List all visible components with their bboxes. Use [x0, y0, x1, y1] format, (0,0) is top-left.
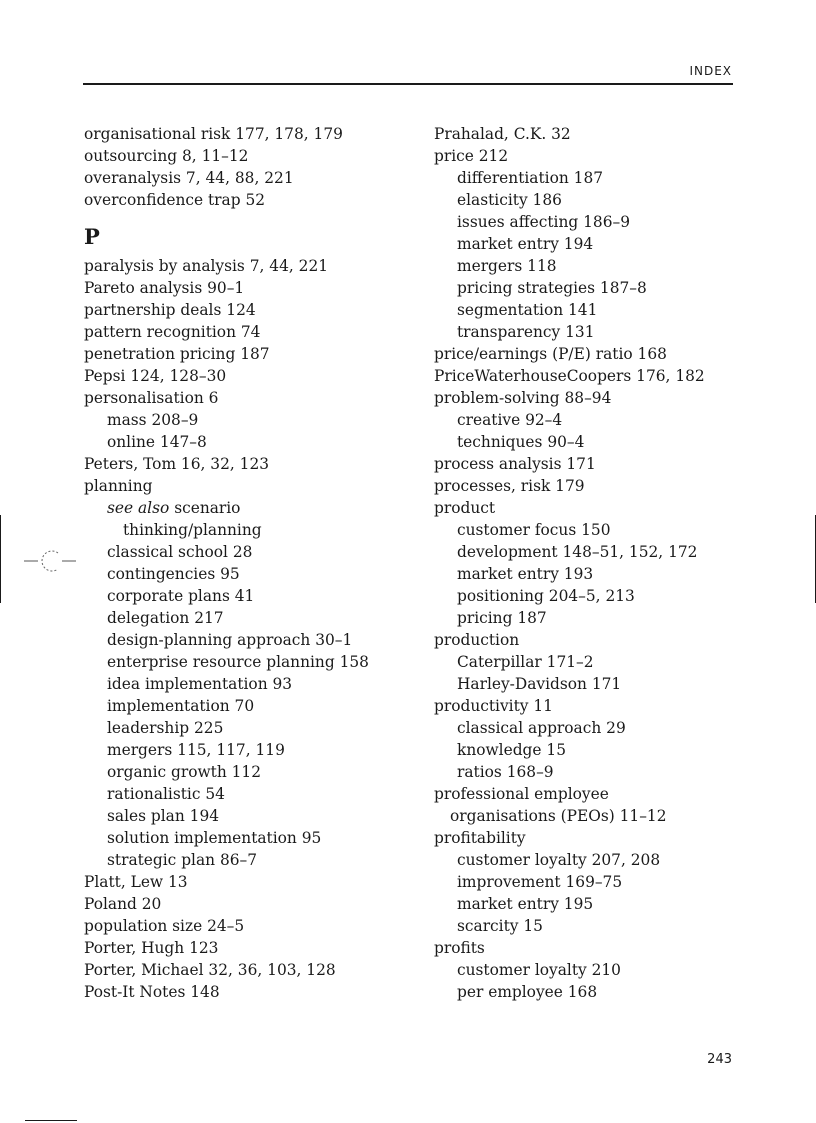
index-entry: population size 24–5 [84, 917, 245, 935]
index-entry: organisational risk 177, 178, 179 [84, 125, 343, 143]
index-column-right [434, 123, 754, 1003]
index-subentry: pricing strategies 187–8 [457, 279, 647, 297]
index-subentry: idea implementation 93 [107, 675, 293, 693]
index-entry: personalisation 6 [84, 389, 219, 407]
index-entry: price/earnings (P/E) ratio 168 [434, 345, 667, 363]
index-entry: profits [434, 939, 485, 957]
index-entry: Poland 20 [84, 895, 162, 913]
index-entry: overanalysis 7, 44, 88, 221 [84, 169, 294, 187]
index-subentry: online 147–8 [107, 433, 207, 451]
index-entry: penetration pricing 187 [84, 345, 270, 363]
index-subentry: classical approach 29 [457, 719, 626, 737]
index-entry: professional employee [434, 785, 609, 803]
index-subentry: market entry 195 [457, 895, 594, 913]
index-subentry: ratios 168–9 [457, 763, 554, 781]
index-entry: Post-It Notes 148 [84, 983, 220, 1001]
index-subentry: knowledge 15 [457, 741, 566, 759]
index-entry: Pepsi 124, 128–30 [84, 367, 227, 385]
page-number: 243 [707, 1052, 732, 1067]
index-entry: profitability [434, 829, 526, 847]
index-subentry: segmentation 141 [457, 301, 598, 319]
index-entry: pattern recognition 74 [84, 323, 261, 341]
crop-mark-left [0, 515, 1, 603]
index-subentry: positioning 204–5, 213 [457, 587, 635, 605]
index-subentry: organic growth 112 [107, 763, 262, 781]
index-entry: outsourcing 8, 11–12 [84, 147, 249, 165]
index-entry: Porter, Hugh 123 [84, 939, 219, 957]
registration-mark-icon [24, 548, 76, 574]
index-entry: Prahalad, C.K. 32 [434, 125, 571, 143]
index-subentry: market entry 194 [457, 235, 594, 253]
index-subentry: delegation 217 [107, 609, 224, 627]
section-gap [84, 211, 414, 219]
index-subentry: rationalistic 54 [107, 785, 225, 803]
index-entry: planning [84, 477, 153, 495]
index-subentry: leadership 225 [107, 719, 224, 737]
index-entry: overconfidence trap 52 [84, 191, 266, 209]
index-entry: paralysis by analysis 7, 44, 221 [84, 257, 329, 275]
index-subentry: techniques 90–4 [457, 433, 585, 451]
index-entry: problem-solving 88–94 [434, 389, 612, 407]
index-entry: production [434, 631, 520, 649]
see-also-reference [84, 497, 414, 519]
index-column-left [84, 123, 414, 1003]
index-entry: productivity 11 [434, 697, 553, 715]
index-subentry: differentiation 187 [457, 169, 604, 187]
index-entry: Pareto analysis 90–1 [84, 279, 245, 297]
index-entry-continuation: organisations (PEOs) 11–12 [450, 807, 667, 825]
index-entry: Peters, Tom 16, 32, 123 [84, 455, 270, 473]
index-subentry: corporate plans 41 [107, 587, 255, 605]
index-subentry: mergers 118 [457, 257, 557, 275]
index-subentry: strategic plan 86–7 [107, 851, 258, 869]
see-also-label: see also [107, 499, 170, 517]
index-subentry: enterprise resource planning 158 [107, 653, 369, 671]
index-subentry: customer loyalty 207, 208 [457, 851, 661, 869]
index-subentry: per employee 168 [457, 983, 598, 1001]
index-entry: Platt, Lew 13 [84, 873, 188, 891]
index-subentry: creative 92–4 [457, 411, 563, 429]
index-subentry: classical school 28 [107, 543, 253, 561]
index-subentry: transparency 131 [457, 323, 595, 341]
header-rule [83, 83, 733, 85]
index-subentry: improvement 169–75 [457, 873, 623, 891]
index-subentry: customer focus 150 [457, 521, 611, 539]
see-also-continuation: thinking/planning [123, 521, 262, 539]
index-subentry: contingencies 95 [107, 565, 240, 583]
index-entry: process analysis 171 [434, 455, 596, 473]
index-subentry: mass 208–9 [107, 411, 199, 429]
index-entry: partnership deals 124 [84, 301, 256, 319]
index-entry: PriceWaterhouseCoopers 176, 182 [434, 367, 705, 385]
index-subentry: mergers 115, 117, 119 [107, 741, 285, 759]
index-entry: product [434, 499, 496, 517]
index-entry: Porter, Michael 32, 36, 103, 128 [84, 961, 336, 979]
index-subentry: customer loyalty 210 [457, 961, 621, 979]
index-subentry: scarcity 15 [457, 917, 543, 935]
index-entry: processes, risk 179 [434, 477, 585, 495]
index-subentry: implementation 70 [107, 697, 255, 715]
crop-mark-bottom [25, 1120, 77, 1121]
index-subentry: elasticity 186 [457, 191, 562, 209]
index-subentry: Caterpillar 171–2 [457, 653, 594, 671]
see-also-target: scenario [174, 499, 241, 517]
index-entry: price 212 [434, 147, 509, 165]
index-subentry: issues affecting 186–9 [457, 213, 630, 231]
index-subentry: pricing 187 [457, 609, 547, 627]
index-subentry: sales plan 194 [107, 807, 220, 825]
index-subentry: design-planning approach 30–1 [107, 631, 353, 649]
index-subentry: development 148–51, 152, 172 [457, 543, 698, 561]
index-subentry: market entry 193 [457, 565, 594, 583]
index-subentry: Harley-Davidson 171 [457, 675, 622, 693]
index-subentry: solution implementation 95 [107, 829, 322, 847]
running-head: INDEX [689, 64, 732, 78]
section-letter-heading: P [84, 224, 100, 249]
